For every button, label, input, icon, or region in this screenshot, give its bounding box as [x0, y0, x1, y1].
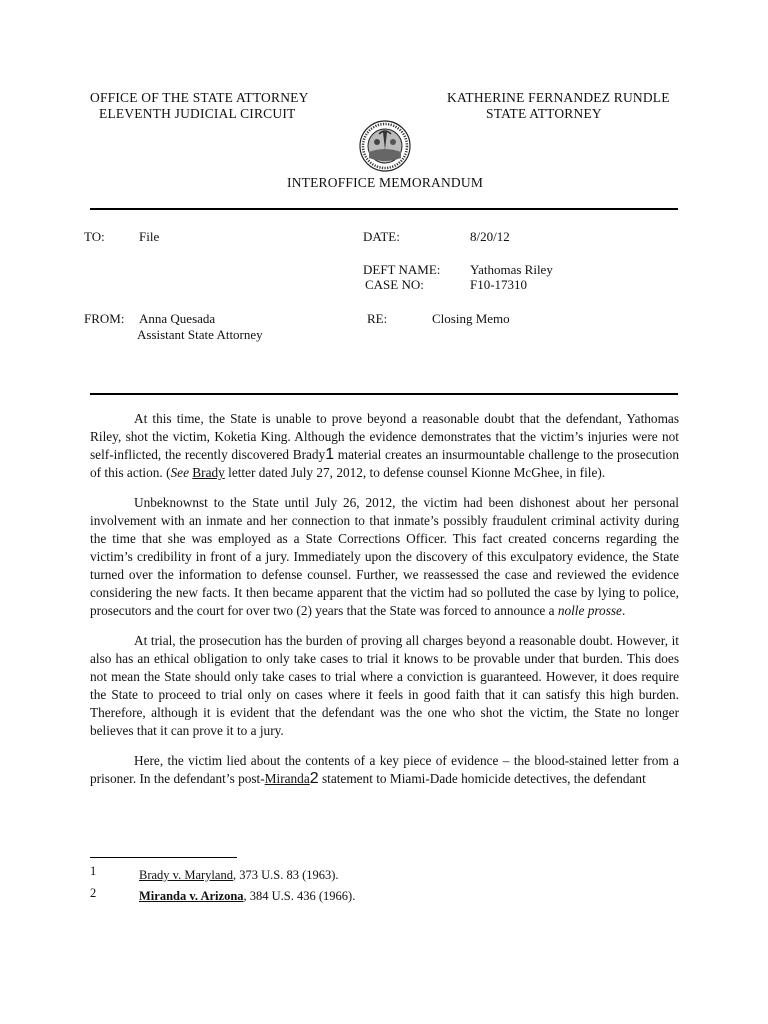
from-name: Anna Quesada [139, 311, 216, 326]
memo-body [90, 410, 679, 800]
footnote-1-number: 1 [90, 864, 97, 878]
paragraph-4: Here, the victim lied about the contents of a key piece of evidence – the blood-stained letter from a prisoner. In the defendant’s post-Miranda2 statement to Miami-Dade homicide detectives, the defendant [90, 753, 679, 787]
state-seal-icon [359, 120, 411, 172]
paragraph-3: At trial, the prosecution has the burden of proving all charges beyond a reasonable doubt. However, it also has an ethical obligation to only take cases to trial it knows to be provable under that burden. This does not mean the State should only take cases to trial where a conviction is guaranteed. However, it does require the State to proceed to trial only on cases where it feels in good faith that it can satisfy this high burden. Therefore, although it is evident that the defendant was the one who shot the victim, the State no longer believes that it can prove it to a jury. [90, 633, 679, 738]
top-divider [90, 208, 678, 210]
case-no-label: CASE NO: [365, 277, 424, 292]
office-name: OFFICE OF THE STATE ATTORNEY [90, 90, 309, 105]
footnote-2-number: 2 [90, 886, 97, 900]
to-label: TO: [84, 229, 105, 244]
footnote-ref-1: 1 [325, 446, 335, 463]
miranda-reference: Miranda [264, 771, 310, 786]
paragraph-1: At this time, the State is unable to prove beyond a reasonable doubt that the defendant, Yathomas Riley, shot the victim, Koketia King. Although the evidence demonstrates that the victim’s injuries were not self-inflicted, the recently discovered Brady1 material creates an insurmountable challenge to the prosecution of this action. (See Brady letter dated July 27, 2012, to defense counsel Kionne McGhee, in file). [90, 411, 679, 480]
deft-name-value: Yathomas Riley [470, 262, 553, 277]
footnote-2: Miranda v. Arizona, 384 U.S. 436 (1966). [139, 889, 356, 903]
bottom-divider [90, 393, 678, 395]
footnote-ref-2: 2 [309, 770, 319, 787]
footnote-divider [90, 857, 237, 858]
footnote-1: Brady v. Maryland, 373 U.S. 83 (1963). [139, 868, 339, 882]
case-no-value: F10-17310 [470, 277, 528, 292]
to-value: File [139, 229, 160, 244]
from-label: FROM: [84, 311, 125, 326]
date-value: 8/20/12 [470, 229, 510, 244]
state-attorney-title: STATE ATTORNEY [486, 106, 602, 121]
state-attorney-name: KATHERINE FERNANDEZ RUNDLE [447, 90, 670, 105]
circuit-name: ELEVENTH JUDICIAL CIRCUIT [99, 106, 296, 121]
paragraph-2: Unbeknownst to the State until July 26, 2012, the victim had been dishonest about her personal involvement with an inmate and her connection to that inmate’s possibly fraudulent criminal activity during the time that she was employed as a State Corrections Officer. This fact created concerns regarding the victim’s credibility in front of a jury. Immediately upon the discovery of this exculpatory evidence, the State turned over the information to defense counsel. Further, we reassessed the case and reviewed the evidence considering the new facts. It then became apparent that the victim had so polluted the case by lying to police, prosecutors and the court for over two (2) years that the State was forced to announce a nolle prosse. [90, 495, 679, 618]
date-label: DATE: [363, 229, 400, 244]
brady-reference: Brady [192, 465, 225, 480]
re-value: Closing Memo [432, 311, 510, 326]
deft-name-label: DEFT NAME: [363, 262, 441, 277]
re-label: RE: [367, 311, 388, 326]
memo-title: INTEROFFICE MEMORANDUM [287, 175, 484, 190]
from-title: Assistant State Attorney [137, 327, 263, 342]
